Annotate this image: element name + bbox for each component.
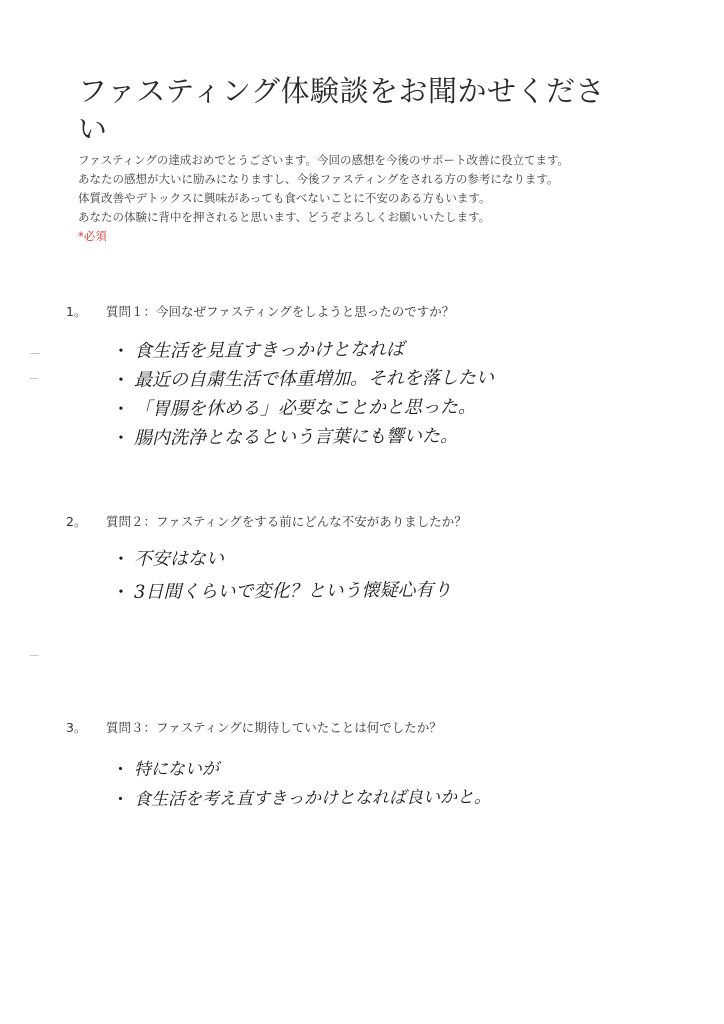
question-number: 1。 (66, 304, 87, 319)
question-number: 3。 (66, 720, 87, 735)
answer-3 (112, 755, 491, 815)
intro-line: 体質改善やデトックスに興味があっても食べないことに不安のある方もいます。 (78, 191, 491, 205)
form-intro (78, 151, 638, 246)
answer-line (112, 782, 491, 815)
question-number: 2。 (66, 514, 87, 529)
answer-line (112, 752, 491, 785)
answer-line (112, 574, 452, 609)
bullet: ・ (111, 340, 131, 362)
answer-2 (112, 543, 451, 609)
question-3 (66, 718, 442, 736)
scan-mark (30, 378, 38, 379)
question-2 (66, 512, 467, 530)
intro-line: あなたの感想が大いに励みになりますし、今後ファスティングをされる方の参考になります。 (78, 172, 559, 186)
bullet: ・ (111, 548, 131, 570)
intro-line: ファスティングの達成おめでとうございます。今回の感想を今後のサポート改善に役立てます。 (78, 153, 570, 167)
answer-line (112, 363, 494, 395)
bullet: ・ (111, 789, 130, 810)
scan-mark (30, 353, 40, 354)
answer-text: 食生活を見直すきっかけとなれば (133, 338, 405, 362)
bullet: ・ (111, 398, 131, 420)
question-1 (66, 302, 454, 320)
form-title: ファスティング体験談をお聞かせください (78, 74, 605, 146)
intro-line: あなたの体験に背中を押されると思います、どうぞよろしくお願いいたします。 (78, 210, 491, 224)
answer-line (112, 541, 452, 576)
answer-text: 食生活を考え直すきっかけとなれば良いかと。 (133, 787, 492, 810)
question-text: 質問３：ファスティングに期待していたことは何でしたか？ (106, 720, 442, 735)
answer-line (112, 421, 494, 453)
bullet: ・ (111, 427, 131, 449)
answer-1 (112, 337, 494, 453)
answer-text: 3日間くらいで変化？という懐疑心有り (133, 579, 452, 603)
required-note: *必須 (78, 229, 107, 243)
answer-text: 特にないが (133, 759, 220, 780)
answer-text: 最近の自粛生活で体重増加。それを落したい (133, 367, 495, 391)
bullet: ・ (111, 759, 130, 780)
question-text: 質問２：ファスティングをする前にどんな不安がありましたか？ (106, 514, 467, 529)
scan-mark (30, 655, 39, 656)
bullet: ・ (111, 369, 131, 391)
bullet: ・ (111, 581, 131, 603)
answer-line (112, 392, 494, 424)
answer-text: 腸内洗浄となるという言葉にも響いた。 (133, 425, 459, 449)
question-text: 質問１：今回なぜファスティングをしようと思ったのですか？ (106, 304, 455, 319)
answer-text: 「胃腸を休める」必要なことかと思った。 (133, 396, 477, 420)
answer-text: 不安はない (133, 548, 225, 570)
answer-line (112, 334, 494, 366)
